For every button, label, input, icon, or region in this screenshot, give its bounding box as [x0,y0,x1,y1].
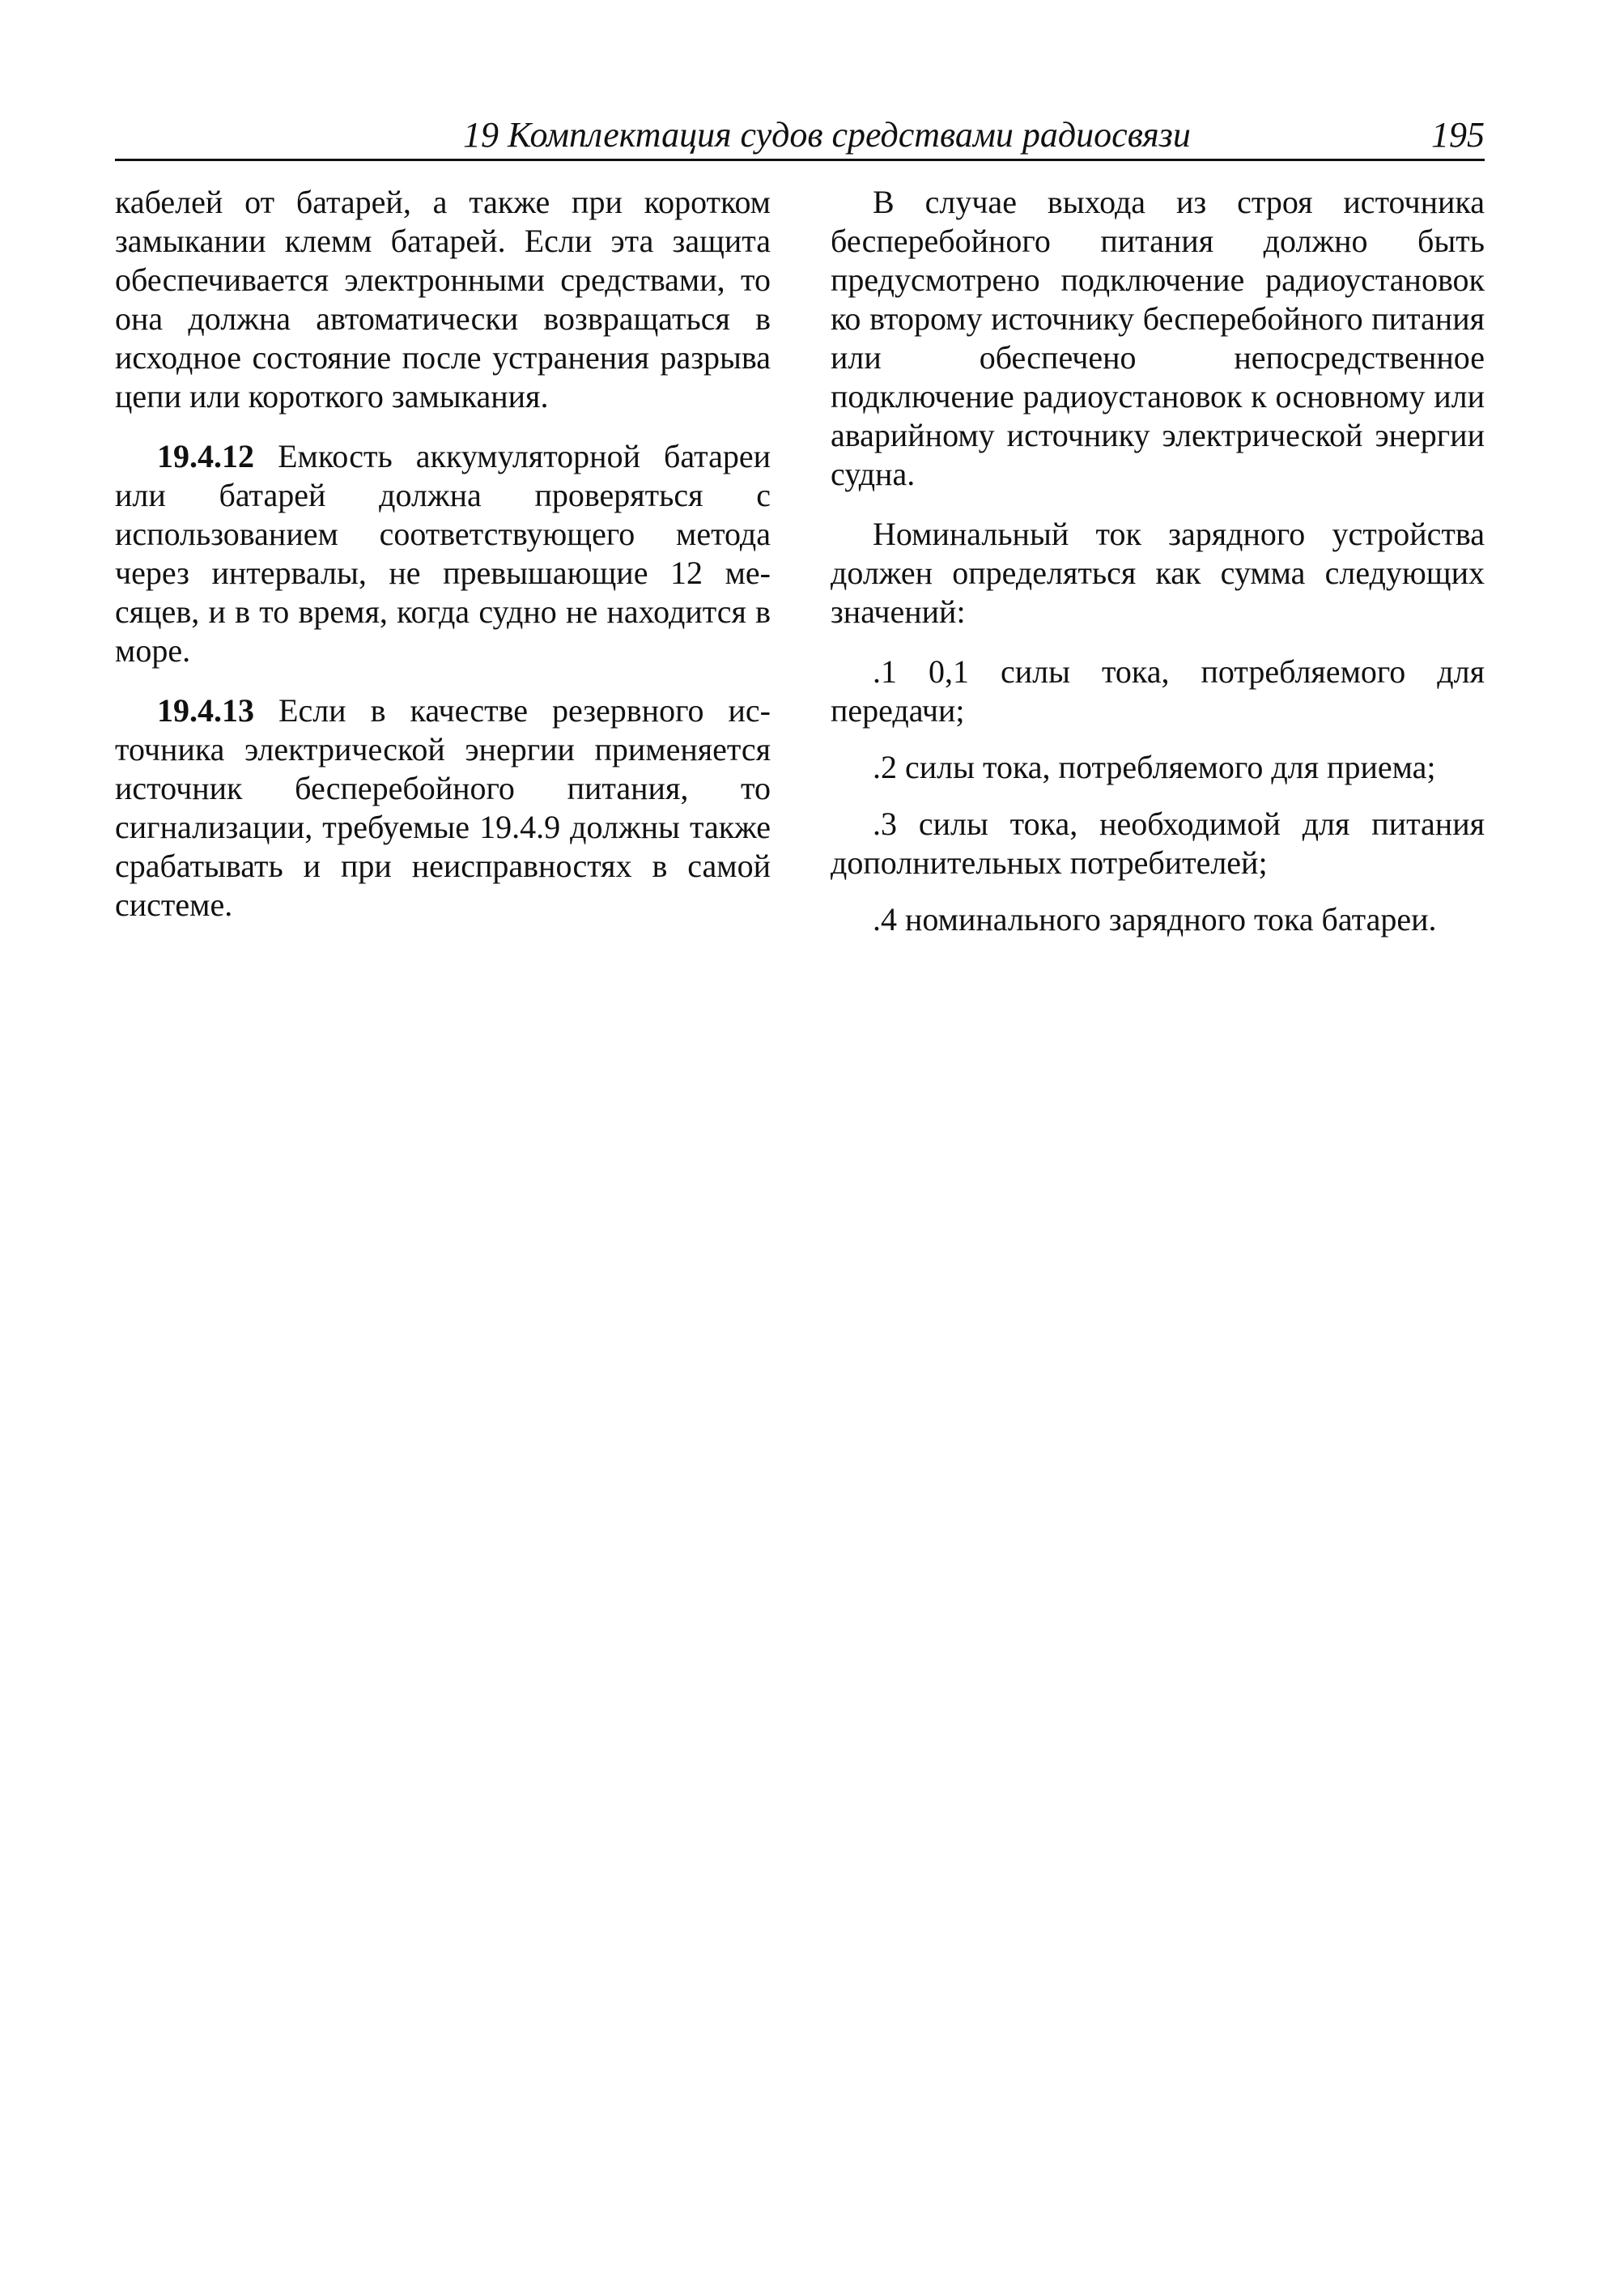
list-item-text: силы тока, потребляемого для приема; [897,749,1436,785]
paragraph-19-4-12 [115,437,771,670]
list-item-text: 0,1 силы тока, потребляемого для передачи; [831,653,1485,729]
section-text: Если в качестве резервного источника электрической энергии применяется источник бесперебойного питания, то сигнализации, требуемые 19.4.9 должны также срабатывать и при неисправностях в самой системе. [115,692,771,923]
paragraph-19-4-13 [115,691,771,925]
list-item [831,653,1485,730]
list-item [831,805,1485,882]
list-item-number: .4 [873,901,897,938]
page-header [115,112,1485,161]
section-text: Емкость аккумуляторной батареи или батарей должна проверяться с использованием соответствующего метода через интервалы, не превышающие 12 месяцев, и в то время, когда судно не находится в море. [115,438,771,669]
list-item [831,748,1485,787]
paragraph-charger-current: Номинальный ток зарядного устройства должен определяться как сумма следующих значений: [831,516,1485,630]
section-number: 19.4.13 [157,692,254,729]
list-item-number: .2 [873,749,897,785]
list-item-text: номинального зарядного тока батареи. [897,901,1437,938]
right-column [831,183,1485,957]
paragraph-continuation: кабелей от батарей, а также при коротком замыкании клемм батарей. Если эта защита обеспечивается электронными средствами, то она должна автоматически возвращаться в исходное состояние после устранения разрыва цепи или короткого замыкания. [115,184,771,415]
left-column [115,183,771,946]
list-item-text: силы тока, необходимой для питания дополнительных потребителей; [831,806,1485,881]
page-number: 195 [1431,115,1485,155]
list-item [831,900,1485,939]
list-item-number: .1 [873,653,897,690]
section-number: 19.4.12 [157,438,254,474]
running-header-title: 19 Комплектация судов средствами радиосвязи [463,115,1191,155]
paragraph-ups-failure: В случае выхода из строя источника бесперебойного питания должно быть предусмотрено подключение радиоустановок ко второму источнику бесперебойного питания или обеспечено непосредственное подключение радиоустановок к основному или аварийному источнику электрической энергии судна. [831,184,1485,492]
list-item-number: .3 [873,806,897,842]
